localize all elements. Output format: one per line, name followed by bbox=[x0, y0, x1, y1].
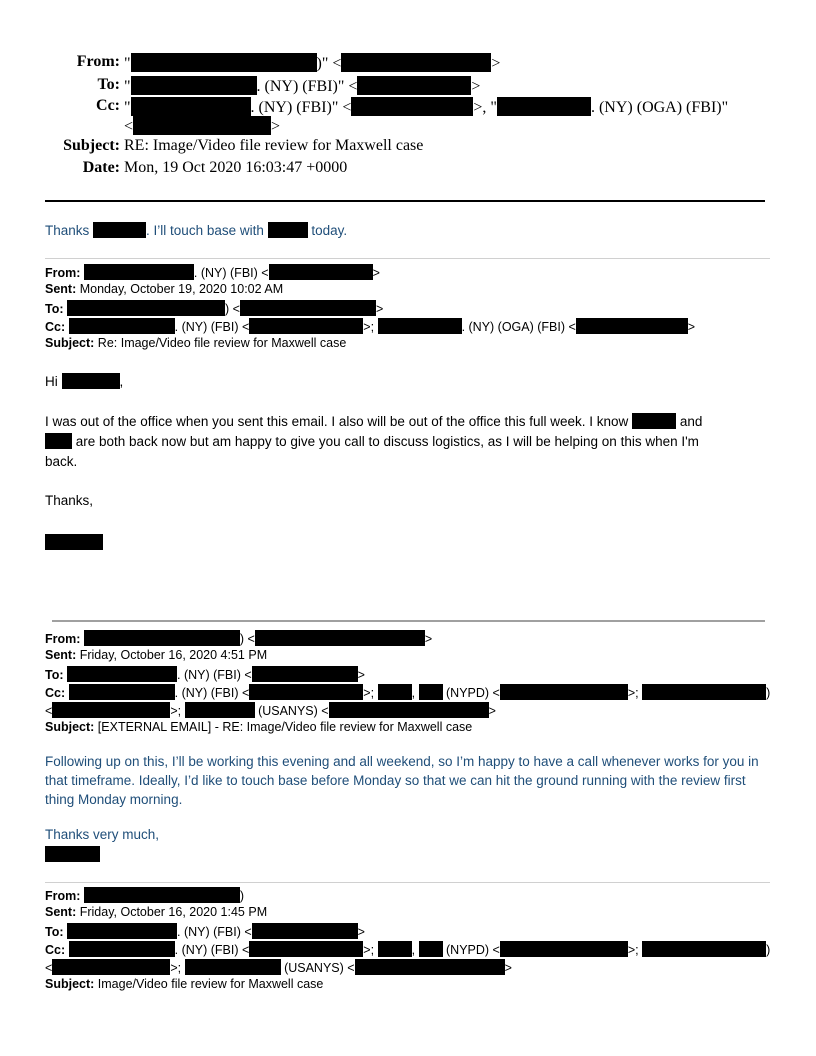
date-label: Date: bbox=[82, 159, 120, 176]
redaction bbox=[329, 702, 489, 718]
redaction bbox=[419, 941, 443, 957]
redaction bbox=[355, 959, 505, 975]
redaction bbox=[131, 97, 251, 116]
redaction bbox=[67, 923, 177, 939]
cc-label: Cc: bbox=[96, 97, 120, 114]
redaction bbox=[131, 76, 257, 95]
redaction bbox=[84, 630, 240, 646]
redaction bbox=[45, 433, 72, 449]
redaction bbox=[84, 264, 194, 280]
msg2-sent: Sent: Monday, October 19, 2020 10:02 AM bbox=[45, 282, 284, 296]
subject-value: RE: Image/Video file review for Maxwell case bbox=[124, 137, 424, 154]
redaction bbox=[84, 887, 240, 903]
redaction bbox=[378, 318, 462, 334]
redaction bbox=[252, 923, 358, 939]
redaction bbox=[642, 684, 766, 700]
redaction bbox=[249, 941, 363, 957]
redaction bbox=[500, 941, 628, 957]
redaction bbox=[131, 53, 317, 72]
redaction bbox=[67, 666, 177, 682]
redaction bbox=[497, 97, 591, 116]
message-divider bbox=[45, 258, 770, 259]
msg3-subject: Subject: [EXTERNAL EMAIL] - RE: Image/Video file review for Maxwell case bbox=[45, 720, 473, 734]
redaction bbox=[269, 264, 373, 280]
redaction bbox=[52, 959, 170, 975]
msg2-body: I was out of the office when you sent this email. I also will be out of the office this full week. I know and are both back now but am happy to give you call to discuss logistics, as I will be helping on this when I'm back. bbox=[45, 414, 703, 469]
redaction bbox=[133, 116, 271, 135]
message-divider bbox=[45, 882, 770, 883]
from-label: From: bbox=[76, 53, 120, 70]
signature-redaction bbox=[45, 846, 100, 862]
redaction bbox=[378, 941, 412, 957]
redaction bbox=[632, 413, 676, 429]
msg3-cc-2: < >; (USANYS) < > bbox=[45, 704, 496, 718]
msg3-body: Following up on this, I’ll be working this evening and all weekend, so I’m happy to have a call whenever works for you in that timeframe. Ideally, I’d like to touch base before Monday so that we can hit the ground running with the review first thing Monday morning. bbox=[45, 754, 759, 807]
msg4-from: From: ) bbox=[45, 889, 245, 903]
redaction bbox=[69, 684, 175, 700]
reply-body: Thanks . I’ll touch base with today. bbox=[45, 223, 348, 238]
redaction bbox=[45, 534, 103, 550]
redaction bbox=[249, 684, 363, 700]
msg2-cc: Cc: . (NY) (FBI) < >; . (NY) (OGA) (FBI) < > bbox=[45, 320, 696, 334]
redaction bbox=[249, 318, 363, 334]
redaction bbox=[240, 300, 376, 316]
msg2-to: To: ) < > bbox=[45, 302, 384, 316]
msg3-cc: Cc: . (NY) (FBI) < >; , (NYPD) < >; ) bbox=[45, 686, 771, 700]
redaction bbox=[500, 684, 628, 700]
redaction bbox=[341, 53, 491, 72]
redaction bbox=[642, 941, 766, 957]
redaction bbox=[69, 318, 175, 334]
redaction bbox=[255, 630, 425, 646]
to-label: To: bbox=[97, 76, 120, 93]
redaction bbox=[67, 300, 225, 316]
signature-redaction bbox=[45, 534, 103, 550]
msg3-closing: Thanks very much, bbox=[45, 827, 160, 842]
msg2-greeting: Hi , bbox=[45, 374, 124, 389]
redaction bbox=[576, 318, 688, 334]
redaction bbox=[62, 373, 120, 389]
msg3-to: To: . (NY) (FBI) < > bbox=[45, 668, 365, 682]
subject-label: Subject: bbox=[63, 137, 120, 154]
date-value: Mon, 19 Oct 2020 16:03:47 +0000 bbox=[124, 159, 348, 176]
redaction bbox=[419, 684, 443, 700]
msg4-cc: Cc: . (NY) (FBI) < >; , (NYPD) < >; ) bbox=[45, 943, 771, 957]
redaction bbox=[357, 76, 471, 95]
redaction bbox=[268, 222, 308, 238]
redaction bbox=[351, 97, 473, 116]
msg4-cc-2: < >; (USANYS) < > bbox=[45, 961, 512, 975]
message-divider bbox=[52, 620, 765, 622]
redaction bbox=[45, 846, 100, 862]
msg3-from: From: ) < > bbox=[45, 632, 433, 646]
redaction bbox=[185, 959, 281, 975]
msg4-sent: Sent: Friday, October 16, 2020 1:45 PM bbox=[45, 905, 268, 919]
msg4-subject: Subject: Image/Video file review for Maxwell case bbox=[45, 977, 324, 991]
msg3-sent: Sent: Friday, October 16, 2020 4:51 PM bbox=[45, 648, 268, 662]
redaction bbox=[52, 702, 170, 718]
redaction bbox=[378, 684, 412, 700]
header-divider bbox=[45, 200, 765, 202]
msg4-to: To: . (NY) (FBI) < > bbox=[45, 925, 365, 939]
redaction bbox=[93, 222, 146, 238]
redaction bbox=[69, 941, 175, 957]
msg2-from: From: . (NY) (FBI) < > bbox=[45, 266, 380, 280]
msg2-closing: Thanks, bbox=[45, 493, 94, 508]
redaction bbox=[185, 702, 255, 718]
msg2-subject: Subject: Re: Image/Video file review for Maxwell case bbox=[45, 336, 347, 350]
redaction bbox=[252, 666, 358, 682]
